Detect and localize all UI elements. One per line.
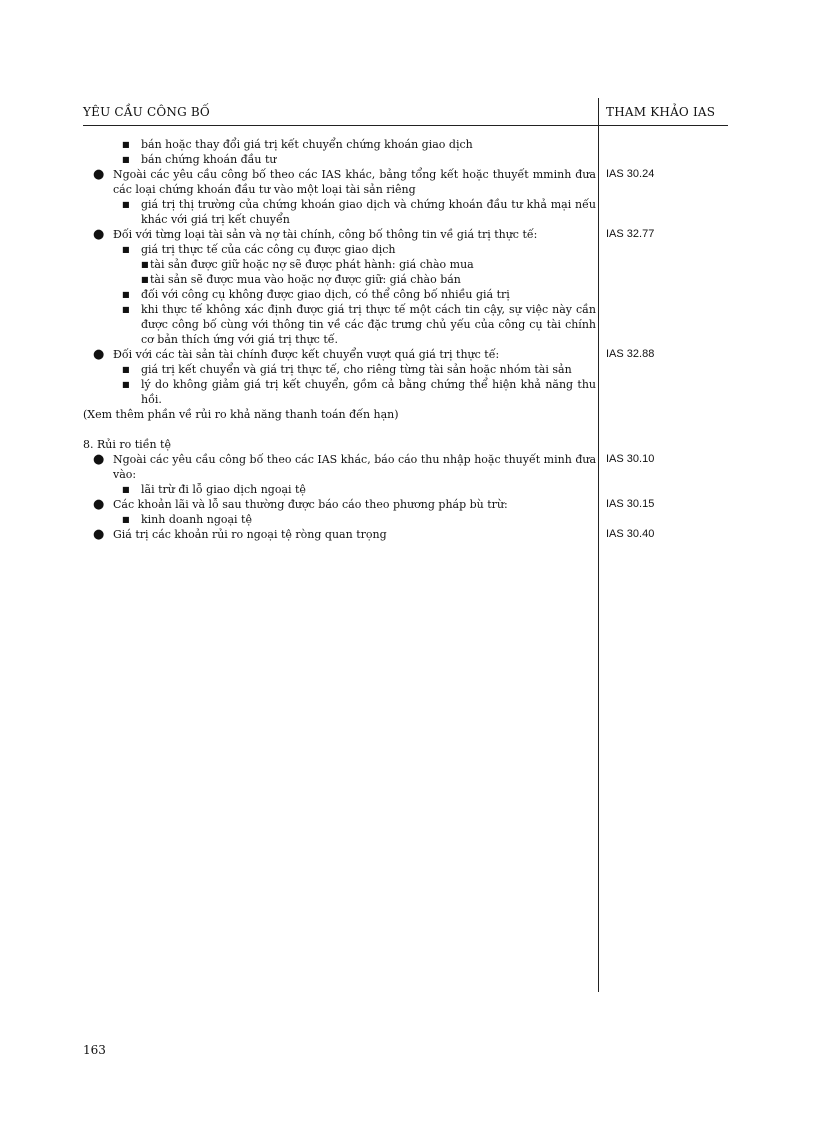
ias-reference: IAS 30.10 [606, 453, 655, 465]
list-item [83, 152, 598, 167]
square-bullet-icon: ■ [122, 200, 130, 209]
blank-line [83, 422, 598, 437]
square-bullet-icon: ■ [122, 140, 130, 149]
square-bullet-icon: ■ [122, 245, 130, 254]
list-item-text: Ngoài các yêu cầu công bố theo các IAS khác, bảng tổng kết hoặc thuyết mminh đưa các loại chứng khoán đầu tư vào một loại tài sản riêng [113, 168, 596, 196]
list-item-text: giá trị thị trường của chứng khoán giao dịch và chứng khoán đầu tư khả mại nếu khác với giá trị kết chuyển [141, 198, 596, 226]
bullet-icon: ● [93, 227, 105, 242]
list-item [83, 347, 598, 362]
list-item-text: khi thực tế không xác định được giá trị thực tế một cách tin cậy, sự việc này cần được công bố cùng với thông tin về các đặc trưng chủ yếu của công cụ tài chính cơ bản thích ứng với giá trị thực tế. [141, 303, 596, 346]
list-item [83, 167, 598, 197]
square-bullet-icon: ■ [141, 275, 149, 284]
ias-reference: IAS 32.77 [606, 228, 655, 240]
bullet-icon: ● [93, 527, 105, 542]
column-header-ias-reference: THAM KHẢO IAS [606, 105, 716, 119]
list-item [83, 527, 598, 542]
list-item-text: lý do không giảm giá trị kết chuyển, gồm cả bằng chứng thể hiện khả năng thu hồi. [141, 378, 596, 406]
list-item-text: Đối với từng loại tài sản và nợ tài chính, công bố thông tin về giá trị thực tế: [113, 228, 538, 241]
list-item [83, 362, 598, 377]
column-header-requirements: YÊU CẦU CÔNG BỐ [83, 105, 210, 119]
square-bullet-icon: ■ [122, 515, 130, 524]
list-item [83, 227, 598, 242]
list-item [83, 257, 598, 272]
list-item [83, 137, 598, 152]
list-item [83, 512, 598, 527]
list-item-text: đối với công cụ không được giao dịch, có thể công bố nhiều giá trị [141, 288, 510, 301]
bullet-icon: ● [93, 497, 105, 512]
ias-reference: IAS 30.24 [606, 168, 655, 180]
text-line [83, 407, 598, 422]
column-divider [598, 98, 599, 992]
square-bullet-icon: ■ [122, 155, 130, 164]
bullet-icon: ● [93, 347, 105, 362]
square-bullet-icon: ■ [141, 260, 149, 269]
list-item-text: Ngoài các yêu cầu công bố theo các IAS khác, báo cáo thu nhập hoặc thuyết minh đưa vào: [113, 453, 596, 481]
square-bullet-icon: ■ [122, 365, 130, 374]
list-item [83, 287, 598, 302]
list-item [83, 452, 598, 482]
list-item-text: bán hoặc thay đổi giá trị kết chuyển chứng khoán giao dịch [141, 138, 473, 151]
list-item [83, 272, 598, 287]
list-item-text: bán chứng khoán đầu tư [141, 153, 277, 166]
ias-reference: IAS 30.40 [606, 528, 655, 540]
list-item-text: lãi trừ đi lỗ giao dịch ngoại tệ [141, 483, 306, 496]
text-line [83, 437, 598, 452]
page-number: 163 [83, 1043, 106, 1057]
list-item [83, 377, 598, 407]
list-item-text: tài sản được giữ hoặc nợ sẽ được phát hành: giá chào mua [150, 258, 474, 271]
list-item [83, 197, 598, 227]
list-item-text: (Xem thêm phần về rủi ro khả năng thanh toán đến hạn) [83, 408, 399, 421]
requirements-list [83, 137, 598, 542]
list-item-text: giá trị kết chuyển và giá trị thực tế, cho riêng từng tài sản hoặc nhóm tài sản [141, 363, 572, 376]
list-item-text: tài sản sẽ được mua vào hoặc nợ được giữ: giá chào bán [150, 273, 461, 286]
list-item [83, 482, 598, 497]
list-item [83, 497, 598, 512]
square-bullet-icon: ■ [122, 485, 130, 494]
list-item [83, 302, 598, 347]
list-item-text: 8. Rủi ro tiền tệ [83, 438, 171, 451]
square-bullet-icon: ■ [122, 290, 130, 299]
ias-reference: IAS 30.15 [606, 498, 655, 510]
ias-reference: IAS 32.88 [606, 348, 655, 360]
list-item [83, 242, 598, 257]
square-bullet-icon: ■ [122, 380, 130, 389]
list-item-text: Giá trị các khoản rủi ro ngoại tệ ròng quan trọng [113, 528, 387, 541]
square-bullet-icon: ■ [122, 305, 130, 314]
bullet-icon: ● [93, 452, 105, 467]
list-item-text: Đối với các tài sản tài chính được kết chuyển vượt quá giá trị thực tế: [113, 348, 500, 361]
list-item-text: kinh doanh ngoại tệ [141, 513, 252, 526]
bullet-icon: ● [93, 167, 105, 182]
header-rule [83, 125, 728, 126]
list-item-text: Các khoản lãi và lỗ sau thường được báo cáo theo phương pháp bù trừ: [113, 498, 508, 511]
list-item-text: giá trị thực tế của các công cụ được giao dịch [141, 243, 396, 256]
